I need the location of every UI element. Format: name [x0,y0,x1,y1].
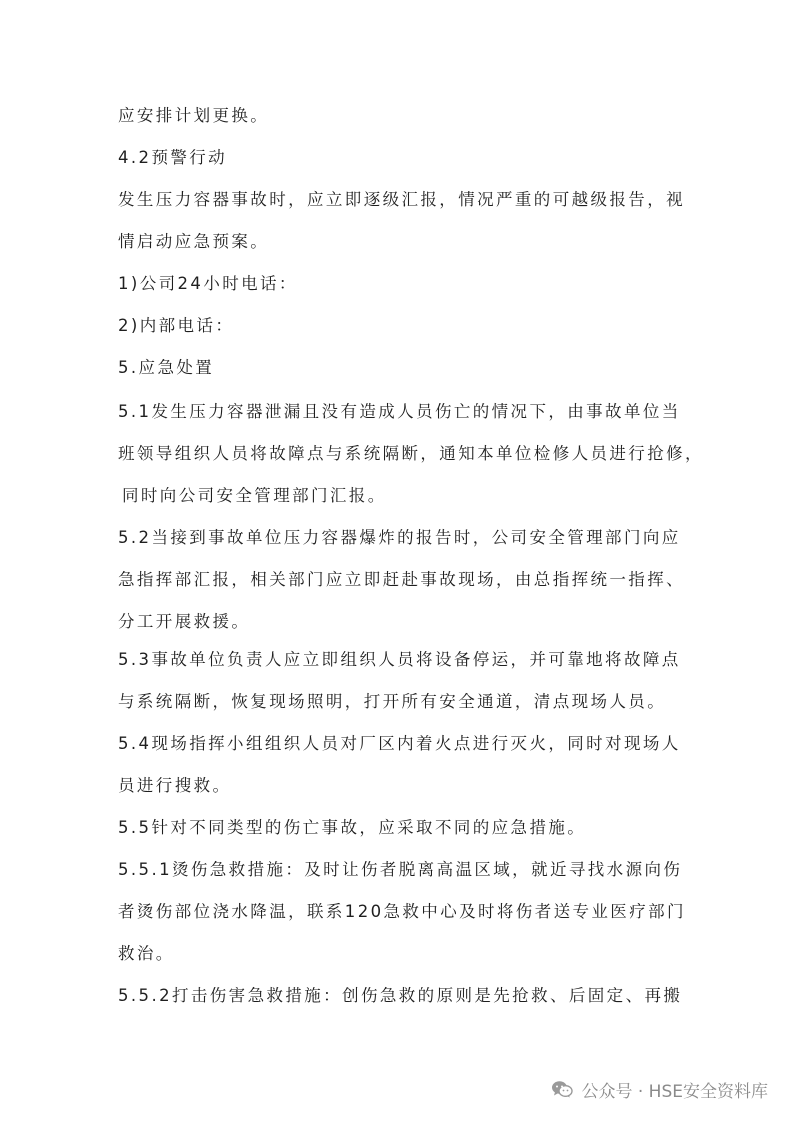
text-line: 5.5.1烫伤急救措施：及时让伤者脱离高温区域，就近寻找水源向伤 [118,860,683,879]
section-heading: 4.2预警行动 [118,148,228,167]
text-line: 5.3事故单位负责人应立即组织人员将设备停运，并可靠地将故障点 [118,650,681,669]
text-line: 5.5.2打击伤害急救措施：创伤急救的原则是先抢救、后固定、再搬 [118,986,683,1005]
text-line: 班领导组织人员将故障点与系统隔断，通知本单位检修人员进行抢修， [118,444,704,463]
text-line: 同时向公司安全管理部门汇报。 [122,486,387,505]
text-line: 与系统隔断，恢复现场照明，打开所有安全通道，清点现场人员。 [118,692,667,711]
text-line: 分工开展救援。 [118,612,251,631]
list-item: 1)公司24小时电话： [118,274,298,293]
text-line: 情启动应急预案。 [118,232,270,251]
watermark [551,1076,768,1102]
text-line: 5.4现场指挥小组组织人员对厂区内着火点进行灭火，同时对现场人 [118,734,681,753]
text-line: 5.5针对不同类型的伤亡事故，应采取不同的应急措施。 [118,818,587,837]
watermark-text: 公众号 · HSE安全资料库 [581,1081,768,1102]
text-line: 应安排计划更换。 [118,106,270,125]
text-line: 员进行搜救。 [118,776,232,795]
section-heading: 5.应急处置 [118,358,215,377]
text-line: 者烫伤部位浇水降温，联系120急救中心及时将伤者送专业医疗部门 [118,902,686,921]
text-line: 救治。 [118,944,175,963]
text-line: 5.2当接到事故单位压力容器爆炸的报告时，公司安全管理部门向应 [118,528,681,547]
text-line: 5.1发生压力容器泄漏且没有造成人员伤亡的情况下，由事故单位当 [118,402,681,421]
wechat-icon [551,1080,573,1098]
list-item: 2)内部电话： [118,316,235,335]
text-line: 急指挥部汇报，相关部门应立即赶赴事故现场，由总指挥统一指挥、 [118,570,685,589]
text-line: 发生压力容器事故时，应立即逐级汇报，情况严重的可越级报告，视 [118,190,685,209]
